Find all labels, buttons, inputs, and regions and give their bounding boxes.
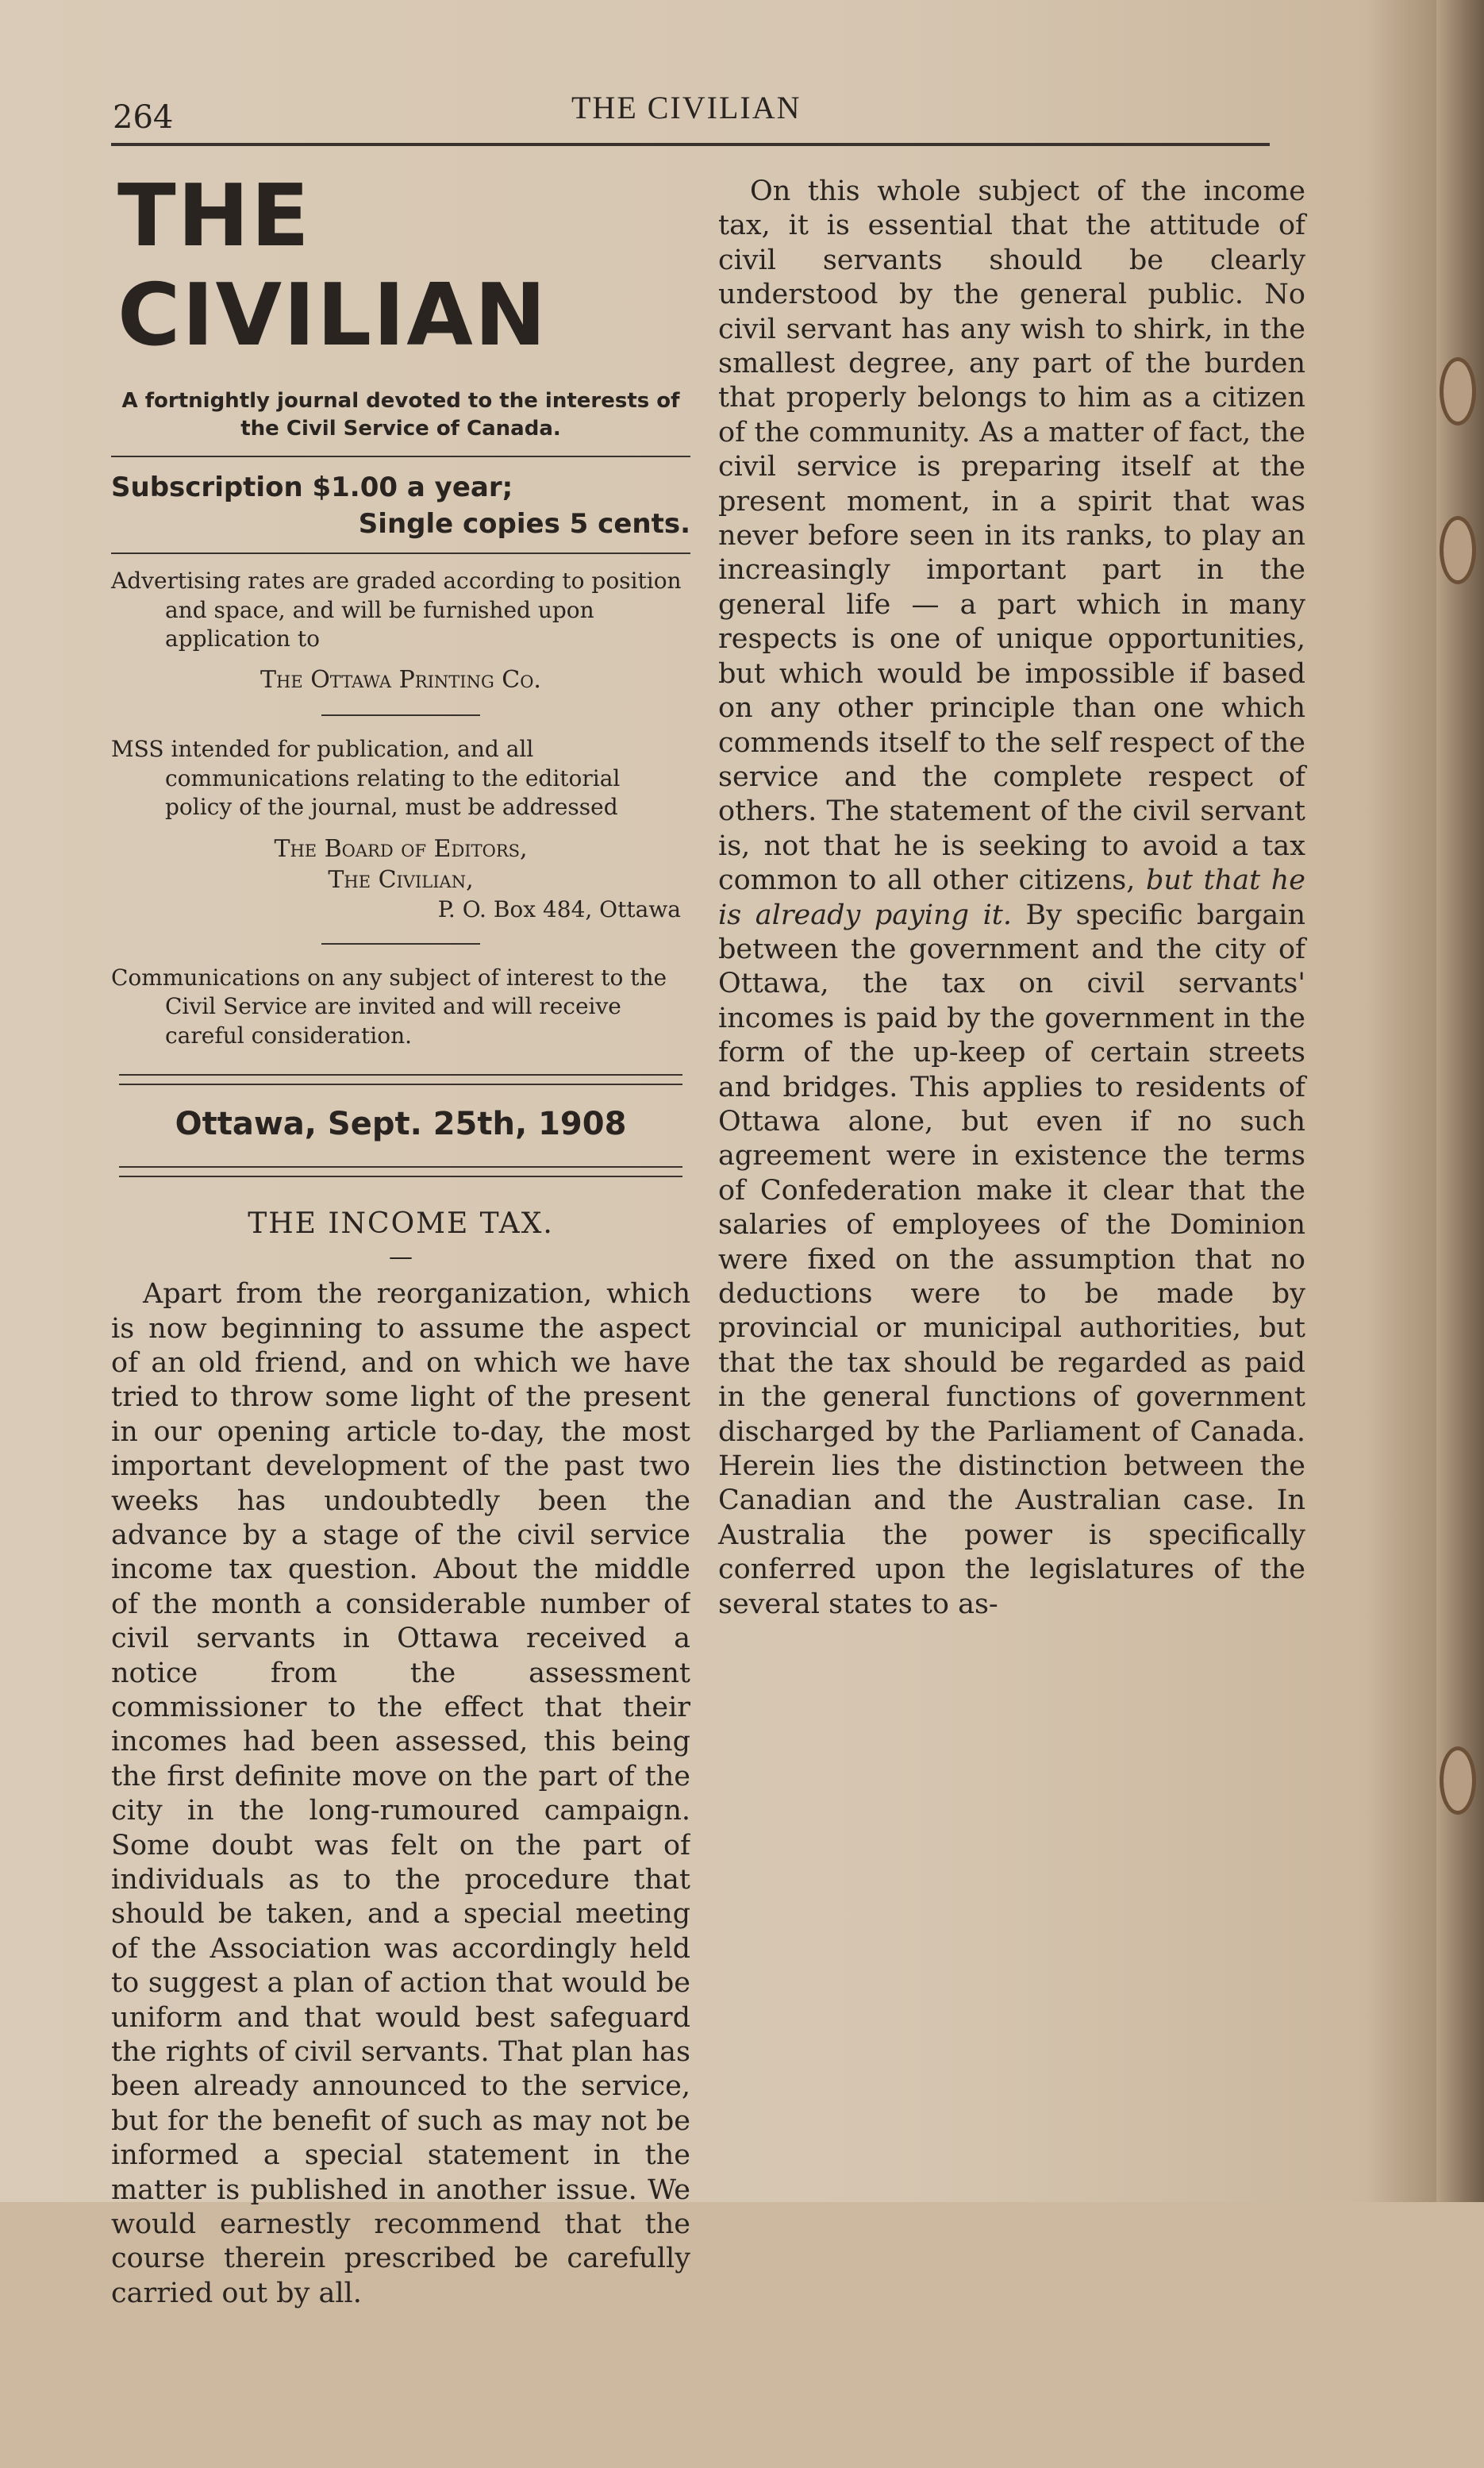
divider	[111, 553, 690, 554]
header-rule	[111, 143, 1270, 146]
subscription-price: Subscription $1.00 a year;	[111, 472, 513, 504]
advertising-notice: Advertising rates are graded according to position and space, and will be furnished upon application to	[111, 568, 682, 652]
editors-address: The Civilian,	[328, 865, 474, 894]
masthead-title: THE CIVILIAN	[117, 167, 548, 365]
left-column	[111, 159, 690, 2468]
paragraph-text: By specific bargain between the government and the city of Ottawa, the tax on civil servants' incomes is paid by the government in the form of the up-keep of certain streets and bridges. This applies to residents of Ottawa alone, but even if no such agreement were in existence the terms of Confederation make it clear that the salaries of employees of the Dominion were fixed on the assumption that no deductions were to be made by provincial or municipal authorities, but that the tax should be regarded as paid in the general functions of government discharged by the Parliament of Canada. Herein lies the distinction between the Canadian and the Australian case. In Australia the power is specifically conferred upon the legislatures of the several states to as-	[718, 899, 1305, 1620]
divider	[321, 714, 480, 716]
dateline: Ottawa, Sept. 25th, 1908	[175, 1106, 627, 1143]
article-paragraph-1: Apart from the reorganization, which is now beginning to assume the aspect of an old friend, and on which we have tried to throw some light of the present in our opening article to-day, the most important development of the past two weeks has undoubtedly been the advance by a stage of the civil service income tax question. About the middle of the month a considerable number of civil servants in Ottawa received a notice from the assessment commissioner to the effect that their incomes had been assessed, this being the first definite move on the part of the city in the long-rumoured campaign. Some doubt was felt on the part of individuals as to the procedure that should be taken, and a special meeting of the Association was accordingly held to suggest a plan of action that would be uniform and that would best safeguard the rights of civil servants. That plan has been already announced to the service, but for the benefit of such as may not be informed a special statement in the matter is published in another issue. We would earnestly recommend that the course therein prescribed be carefully carried out by all.	[111, 1278, 690, 2309]
editors-address: The Board of Editors,	[274, 834, 528, 863]
advertising-company: The Ottawa Printing Co.	[260, 666, 541, 695]
page-number: 264	[113, 99, 174, 136]
article-paragraph-2	[718, 175, 1305, 1622]
emphasis-text: but that he is already paying it.	[718, 864, 1305, 931]
editors-address: P. O. Box 484, Ottawa	[437, 895, 681, 922]
double-divider	[119, 1074, 682, 1085]
divider	[111, 456, 690, 457]
running-title: THE CIVILIAN	[571, 90, 802, 125]
title-separator: —	[389, 1243, 413, 1272]
single-copy-price: Single copies 5 cents.	[358, 508, 690, 541]
divider	[321, 943, 480, 945]
binding-ring	[1440, 1746, 1476, 1815]
mss-notice: MSS intended for publication, and all communications relating to the editorial policy of the journal, must be addressed	[111, 736, 621, 821]
masthead-tagline: A fortnightly journal devoted to the interests of the Civil Service of Canada.	[121, 389, 680, 441]
binding-spine	[1436, 0, 1484, 2202]
binding-ring	[1440, 516, 1476, 584]
double-divider	[119, 1166, 682, 1177]
communications-notice: Communications on any subject of interest to the Civil Service are invited and will receive careful consideration.	[111, 964, 667, 1049]
right-column	[718, 159, 1305, 1622]
article-title: THE INCOME TAX.	[248, 1207, 554, 1241]
binding-ring	[1440, 357, 1476, 425]
paragraph-text: On this whole subject of the income tax, it is essential that the attitude of civil servants should be clearly understood by the general public. No civil servant has any wish to shirk, in the smallest degree, any part of the burden that properly belongs to him as a citizen of the community. As a matter of fact, the civil service is preparing itself at the present moment, in a spirit that was never before seen in its ranks, to play an increasingly important part in the general life — a part which in many respects is one of unique opportunities, but which would be impossible if based on any other principle than one which commends itself to the self respect of the service and the complete respect of others. The statement of the civil servant is, not that he is seeking to avoid a tax common to all other citizens,	[718, 175, 1305, 897]
